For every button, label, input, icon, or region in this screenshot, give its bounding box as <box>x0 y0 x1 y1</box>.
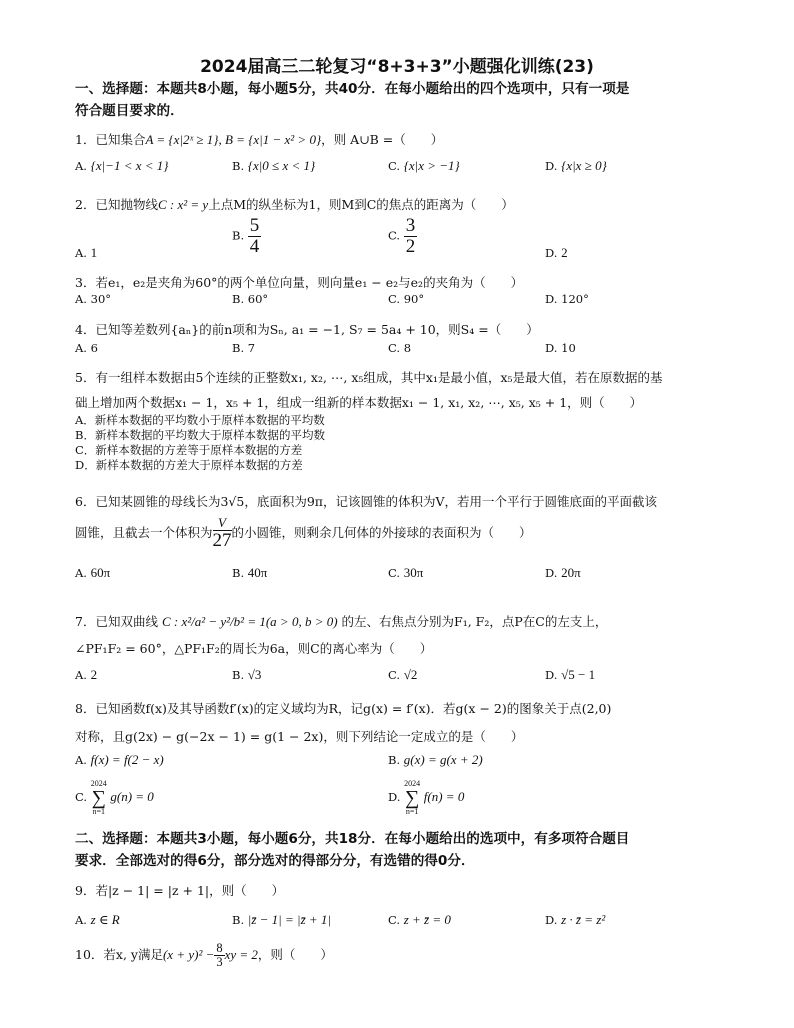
question-4-option-b: B. 7 <box>232 341 256 355</box>
question-6-option-d: D. 20π <box>545 565 581 580</box>
question-3-option-a: A. 30° <box>75 292 112 306</box>
question-9-option-d: D. z · z̄ = z² <box>545 912 606 927</box>
question-8-option-d: D. 2024 ∑ n=1 f(n) = 0 <box>388 779 465 816</box>
question-8-option-a: A. f(x) = f(2 − x) <box>75 752 164 767</box>
question-6-option-c: C. 30π <box>388 565 424 580</box>
question-5-option-c: C．新样本数据的方差等于原样本数据的方差 <box>75 443 303 457</box>
question-5-option-a: A．新样本数据的平均数小于原样本数据的平均数 <box>75 413 325 427</box>
question-7-option-b: B. √3 <box>232 667 262 682</box>
question-7-line-1: 7．已知双曲线 C : x²/a² − y²/b² = 1(a > 0, b > 0) 的左、右焦点分别为F₁, F₂，点P在C的左支上， <box>75 614 608 629</box>
question-6-line-2: 圆锥，且截去一个体积为 $\frac{V}{27}$ 的小圆锥，则剩余几何体的外接球的表面积为（ ） <box>75 515 532 551</box>
question-3-option-c: C. 90° <box>388 292 425 306</box>
question-5-line-1: 5．有一组样本数据由5个连续的正整数x₁, x₂, ⋯, x₅组成，其中x₁是最小值，x₅是最大值，若在原数据的基 <box>75 370 663 385</box>
question-10: 10．若x, y满足(x + y)² − $\frac{8}{3}$ xy = 2，则（ ） <box>75 941 333 970</box>
question-3-option-b: B. 60° <box>232 292 269 306</box>
question-9-option-c: C. z + z̄ = 0 <box>388 912 451 927</box>
question-5-line-2: 础上增加两个数据x₁ − 1，x₅ + 1，组成一组新的样本数据x₁ − 1, x₁, x₂, ⋯, x₅, x₅ + 1，则（ ） <box>75 395 643 410</box>
question-1-option-d: D. {x|x ≥ 0} <box>545 158 607 173</box>
question-7-line-2: ∠PF₁F₂ = 60°，△PF₁F₂的周长为6a，则C的离心率为（ ） <box>75 641 433 656</box>
question-5-options <box>75 413 325 473</box>
question-2-option-b: B. $\frac{5}{4}$ <box>232 215 260 257</box>
question-8-line-2: 对称，且g(2x) − g(−2x − 1) = g(1 − 2x)，则下列结论一定成立的是（ ） <box>75 729 524 744</box>
question-6-option-a: A. 60π <box>75 565 111 580</box>
question-2-option-d: D. 2 <box>545 245 568 260</box>
summation-symbol: 2024 ∑ n=1 <box>404 779 421 816</box>
question-1-sets: A = {x|2ˣ ≥ 1}, B = {x|1 − x² > 0} <box>145 132 322 147</box>
page-title: 2024届高三二轮复习“8+3+3”小题强化训练(23) <box>200 57 594 77</box>
section-1-header: 一、选择题：本题共8小题，每小题5分，共40分．在每小题给出的四个选项中，只有一项是 符合题目要求的． <box>75 81 630 119</box>
question-8-line-1: 8．已知函数f(x)及其导函数f′(x)的定义域均为R，记g(x) = f′(x)．若g(x − 2)的图象关于点(2,0) <box>75 701 612 716</box>
question-7-option-a: A. 2 <box>75 667 98 682</box>
section-2-header: 二、选择题：本题共3小题，每小题6分，共18分．在每小题给出的选项中，有多项符合题目 要求．全部选对的得6分，部分选对的得部分分，有选错的得0分． <box>75 831 630 869</box>
question-7-option-d: D. √5 − 1 <box>545 667 596 682</box>
question-4: 4．已知等差数列{aₙ}的前n项和为Sₙ, a₁ = −1, S₇ = 5a₄ + 10，则S₄ =（ ） <box>75 322 539 337</box>
question-2-option-a: A. 1 <box>75 245 98 260</box>
question-1-option-b: B. {x|0 ≤ x < 1} <box>232 158 316 173</box>
question-9: 9．若|z − 1| = |z + 1|，则（ ） <box>75 883 285 898</box>
question-4-option-c: C. 8 <box>388 341 412 355</box>
question-6-option-b: B. 40π <box>232 565 268 580</box>
question-5-option-d: D．新样本数据的方差大于原样本数据的方差 <box>75 458 303 472</box>
question-5-option-b: B．新样本数据的平均数大于原样本数据的平均数 <box>75 428 325 442</box>
question-1-option-a: A. {x|−1 < x < 1} <box>75 158 169 173</box>
question-2: 2．已知抛物线C : x² = y上点M的纵坐标为1，则M到C的焦点的距离为（ ） <box>75 197 514 212</box>
question-9-option-a: A. z ∈ R <box>75 912 120 927</box>
summation-symbol: 2024 ∑ n=1 <box>90 779 107 816</box>
question-2-option-c: C. $\frac{3}{2}$ <box>388 215 416 257</box>
question-8-option-b: B. g(x) = g(x + 2) <box>388 752 483 767</box>
question-1: 1．已知集合A = {x|2ˣ ≥ 1}, B = {x|1 − x² > 0}，则 A∪B =（ ） <box>75 132 444 147</box>
question-8-option-c: C. 2024 ∑ n=1 g(n) = 0 <box>75 779 154 816</box>
question-7-option-c: C. √2 <box>388 667 418 682</box>
question-3: 3．若e₁，e₂是夹角为60°的两个单位向量，则向量e₁ − e₂与e₂的夹角为（ ） <box>75 275 524 290</box>
question-6-line-1: 6．已知某圆锥的母线长为3√5，底面积为9π，记该圆锥的体积为V，若用一个平行于圆锥底面的平面截该 <box>75 494 658 509</box>
question-4-option-d: D. 10 <box>545 341 576 355</box>
question-3-option-d: D. 120° <box>545 292 589 306</box>
question-4-option-a: A. 6 <box>75 341 98 355</box>
question-1-option-c: C. {x|x > −1} <box>388 158 460 173</box>
question-9-option-b: B. |z̄ − 1| = |z̄ + 1| <box>232 912 331 927</box>
